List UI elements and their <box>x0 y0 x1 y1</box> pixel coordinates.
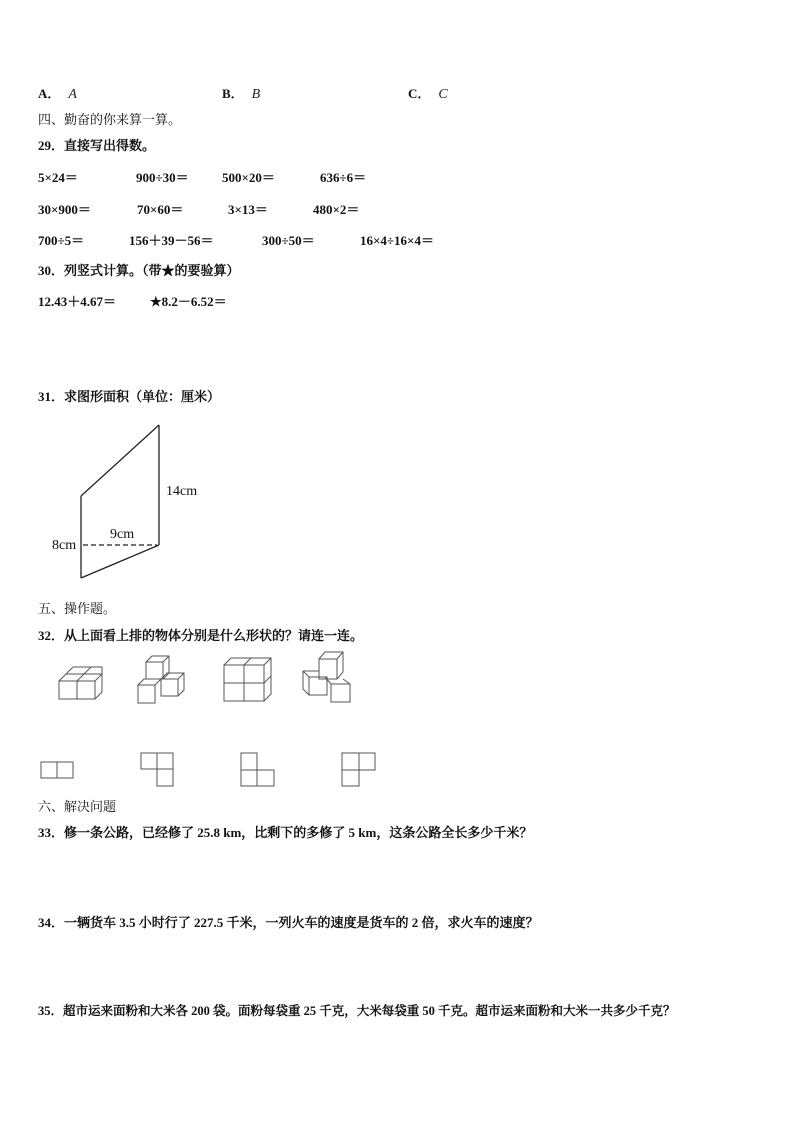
choice-a-letter: A． <box>38 86 61 101</box>
q29-r2-c2: 70×60＝ <box>137 202 184 217</box>
cube-group-1 <box>59 667 102 699</box>
section-4-title: 四、勤奋的你来算一算。 <box>38 112 182 127</box>
q30-item-2: ★8.2－6.52＝ <box>150 294 227 309</box>
q29-r3-c1: 700÷5＝ <box>38 233 85 248</box>
q29-r2-c4: 480×2＝ <box>313 202 360 217</box>
view-shape-3 <box>241 753 274 786</box>
label-left-side: 8cm <box>52 538 77 553</box>
q29-r1-c2: 900÷30＝ <box>136 170 189 185</box>
q31-title: 31．求图形面积（单位：厘米） <box>38 389 221 404</box>
section-5-title: 五、操作题。 <box>38 601 117 616</box>
cube-group-2 <box>138 656 184 703</box>
q29-r2-c1: 30×900＝ <box>38 202 91 217</box>
q29-title: 29．直接写出得数。 <box>38 138 156 153</box>
q33-text: 33．修一条公路，已经修了 25.8 km，比剩下的多修了 5 km，这条公路全长多少千米？ <box>38 825 533 840</box>
cube-group-4 <box>303 652 350 702</box>
label-height: 9cm <box>110 527 135 542</box>
q32-title: 32．从上面看上排的物体分别是什么形状的？请连一连。 <box>38 628 364 643</box>
choice-b-letter: B． <box>222 86 244 101</box>
q30-item-1: 12.43＋4.67＝ <box>38 294 117 309</box>
view-shape-1 <box>41 762 73 778</box>
label-right-side: 14cm <box>166 484 198 499</box>
q35-text: 35．超市运来面粉和大米各 200 袋。面粉每袋重 25 千克，大米每袋重 50 千克。超市运来面粉和大米一共多少千克？ <box>38 1004 676 1018</box>
q29-r1-c3: 500×20＝ <box>222 170 275 185</box>
q29-r3-c4: 16×4÷16×4＝ <box>360 233 434 248</box>
view-shape-2 <box>141 753 173 786</box>
q34-text: 34．一辆货车 3.5 小时行了 227.5 千米，一列火车的速度是货车的 2 倍，求火车的速度？ <box>38 915 539 930</box>
cube-group-3 <box>224 658 271 701</box>
q29-r1-c4: 636÷6＝ <box>320 170 367 185</box>
q29-r1-c1: 5×24＝ <box>38 170 78 185</box>
q29-r3-c2: 156＋39－56＝ <box>129 233 214 248</box>
q29-r3-c3: 300÷50＝ <box>262 233 315 248</box>
view-shape-4 <box>342 753 375 786</box>
section-6-title: 六、解决问题 <box>38 799 117 814</box>
choice-c-value: C <box>438 87 448 102</box>
choice-c-letter: C． <box>408 86 431 101</box>
choice-a-value: A <box>68 87 77 102</box>
q30-title: 30．列竖式计算。（带★的要验算） <box>38 263 240 278</box>
choice-b-value: B <box>251 87 261 102</box>
q29-r2-c3: 3×13＝ <box>228 202 268 217</box>
